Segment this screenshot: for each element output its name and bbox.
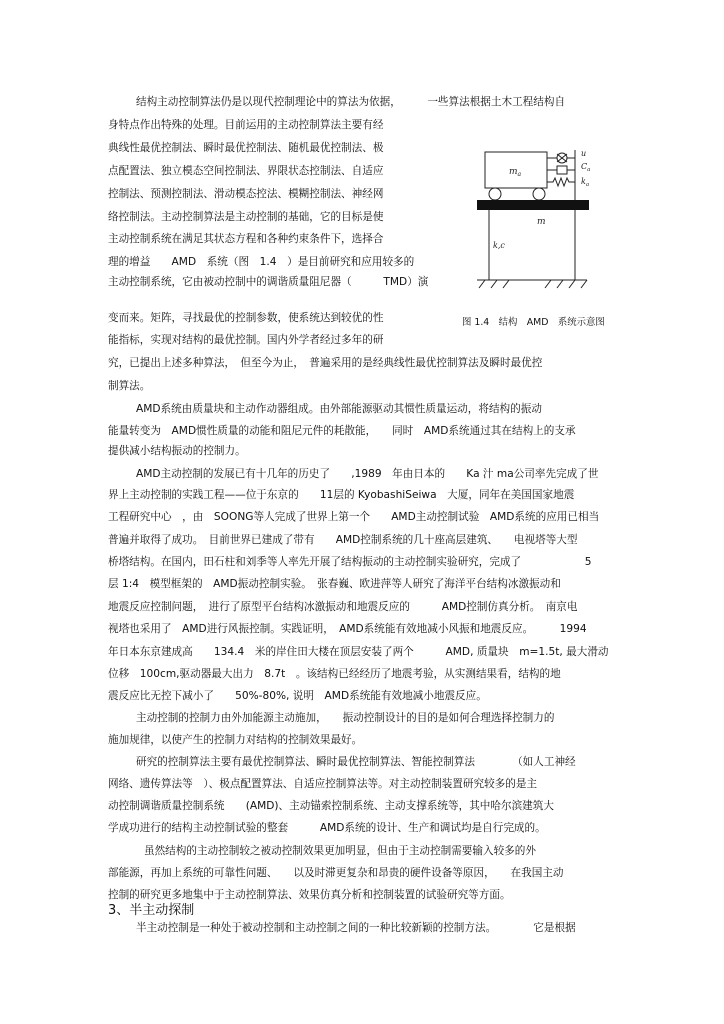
floor-mass-slab	[477, 200, 589, 210]
paragraph-line: 普遍并取得了成功。 目前世界已建成了带有 AMD控制系统的几十座高层建筑、 电视塔等大型	[108, 534, 578, 546]
paragraph-line: 研究的控制算法主要有最优控制算法、瞬时最优控制算法、智能控制算法 （如人工神经	[136, 756, 576, 768]
paragraph-line: 控制法、预测控制法、滑动模态控法、模糊控制法、神经网	[108, 188, 384, 200]
paragraph-line: 结构主动控制算法仍是以现代控制理论中的算法为依据， 一些算法根据土木工程结构自	[136, 96, 566, 108]
paragraph-line: 身特点作出特殊的处理。目前运用的主动控制算法主要有经	[108, 119, 384, 131]
paragraph-line: 主动控制系统在满足其状态方程和各种约束条件下，选择合	[108, 233, 384, 245]
label-ka: $k_a$	[581, 177, 590, 188]
paragraph-line: 理的增益 AMD 系统（图 1.4 ）是目前研究和应用较多的	[108, 256, 415, 268]
paragraph-line: 能量转变为 AMD惯性质量的动能和阻尼元件的耗散能， 同时 AMD系统通过其在结构上的支承	[108, 425, 576, 437]
paragraph-line: 界上主动控制的实践工程——位于东京的 11层的 KyobashiSeiwa 大厦，同年在美国国家地震	[108, 489, 575, 501]
paragraph-line: 主动控制系统，它由被动控制中的调谐质量阻尼器（ TMD）演	[108, 276, 429, 288]
section-heading: 3、半主动探制	[108, 903, 195, 918]
paragraph-line: 络控制法。主动控制算法是主动控制的基础，它的目标是使	[108, 211, 384, 223]
paragraph-line: 半主动控制是一种处于被动控制和主动控制之间的一种比较新颖的控制方法。 它是根据	[136, 922, 576, 934]
figure-caption: 图 1.4 结构 AMD 系统示意图	[462, 317, 605, 328]
paragraph-line: 施加规律，以使产生的控制力对结构的控制效果最好。	[108, 734, 363, 746]
label-kc: k,c	[493, 241, 505, 250]
paragraph-line: 地震反应控制问题， 进行了原型平台结构冰激振动和地震反应的 AMD控制仿真分析。 南京电	[108, 601, 578, 613]
paragraph-line: 层 1:4 模型框架的 AMD振动控制实验。 张春巍、欧进萍等人研究了海洋平台结构冰激振动和	[108, 578, 561, 590]
paragraph-line: 网络、遗传算法等 ）、极点配置算法、自适应控制算法等。对主动控制装置研究较多的是主	[108, 778, 538, 790]
paragraph-line: 究，已提出上述多种算法， 但至今为止， 普遍采用的是经典线性最优控制算法及瞬时最优控	[108, 357, 543, 369]
paragraph-line: AMD主动控制的发展已有十几年的历史了 ,1989 年由日本的 Ka 汁 ma公司率先完成了世	[136, 468, 599, 480]
paragraph-line: 位移 100cm,驱动器最大出力 8.7t 。该结构已经经历了地震考验，从实测结果看，结构的地	[108, 668, 561, 680]
label-m: m	[537, 217, 546, 227]
paragraph-line: 虽然结构的主动控制较之被动控制效果更加明显，但由于主动控制需要输入较多的外	[144, 845, 536, 857]
paragraph-line: 变而来。矩阵，寻找最优的控制参数，使系统达到较优的性	[108, 312, 384, 324]
paragraph-line: 动控制调谐质量控制系统 (AMD)、主动锚索控制系统、主动支撑系统等，其中哈尔滨建筑大	[108, 800, 554, 812]
label-u: u	[581, 149, 587, 158]
paragraph-line: 提供减小结构振动的控制力。	[108, 445, 246, 457]
label-ma: $m_a$	[509, 167, 522, 178]
paragraph-line: 部能源，再加上系统的可靠性问题、 以及时滞更复杂和昂贵的硬件设备等原因， 在我国主动	[108, 867, 564, 879]
spring-icon	[547, 178, 575, 186]
label-ca: $C_a$	[581, 162, 591, 173]
paragraph-line: 桥塔结构。在国内，田石柱和刘季等人率先开展了结构振动的主动控制实验研究，完成了 5	[108, 556, 592, 568]
paragraph-line: 主动控制的控制力由外加能源主动施加， 振动控制设计的目的是如何合理选择控制力的	[136, 712, 555, 724]
paragraph-line: 震反应比无控下减小了 50%-80%, 说明 AMD系统能有效地减小地震反应。	[108, 690, 487, 702]
paragraph-line: 制算法。	[108, 380, 151, 392]
paragraph-line: 工程研究中心 ，由 SOONG等人完成了世界上第一个 AMD主动控制试验 AMD系统的应用已相当	[108, 511, 600, 523]
wheel-icon	[533, 188, 545, 200]
paragraph-line: 典线性最优控制法、瞬时最优控制法、随机最优控制法、极	[108, 142, 384, 154]
paragraph-line: 点配置法、独立模态空间控制法、界限状态控制法、自适应	[108, 165, 384, 177]
paragraph-line: 年日本东京建成高 134.4 米的岸住田大楼在顶层安装了两个 AMD, 质量块 m=1.5t, 最大滑动	[108, 646, 609, 658]
paragraph-line: AMD系统由质量块和主动作动器组成。由外部能源驱动其惯性质量运动，将结构的振动	[136, 403, 542, 415]
wheel-icon	[489, 188, 501, 200]
amd-diagram	[455, 140, 615, 300]
paragraph-line: 能指标，实现对结构的最优控制。国内外学者经过多年的研	[108, 334, 384, 346]
paragraph-line: 学成功进行的结构主动控制试验的整套 AMD系统的设计、生产和调试均是自行完成的。	[108, 822, 546, 834]
paragraph-line: 控制的研究更多地集中于主动控制算法、效果仿真分析和控制装置的试验研究等方面。	[108, 889, 511, 901]
paragraph-line: 视塔也采用了 AMD进行风振控制。实践证明， AMD系统能有效地减小风振和地震反应。 1994	[108, 623, 587, 635]
damper-icon	[557, 166, 567, 174]
